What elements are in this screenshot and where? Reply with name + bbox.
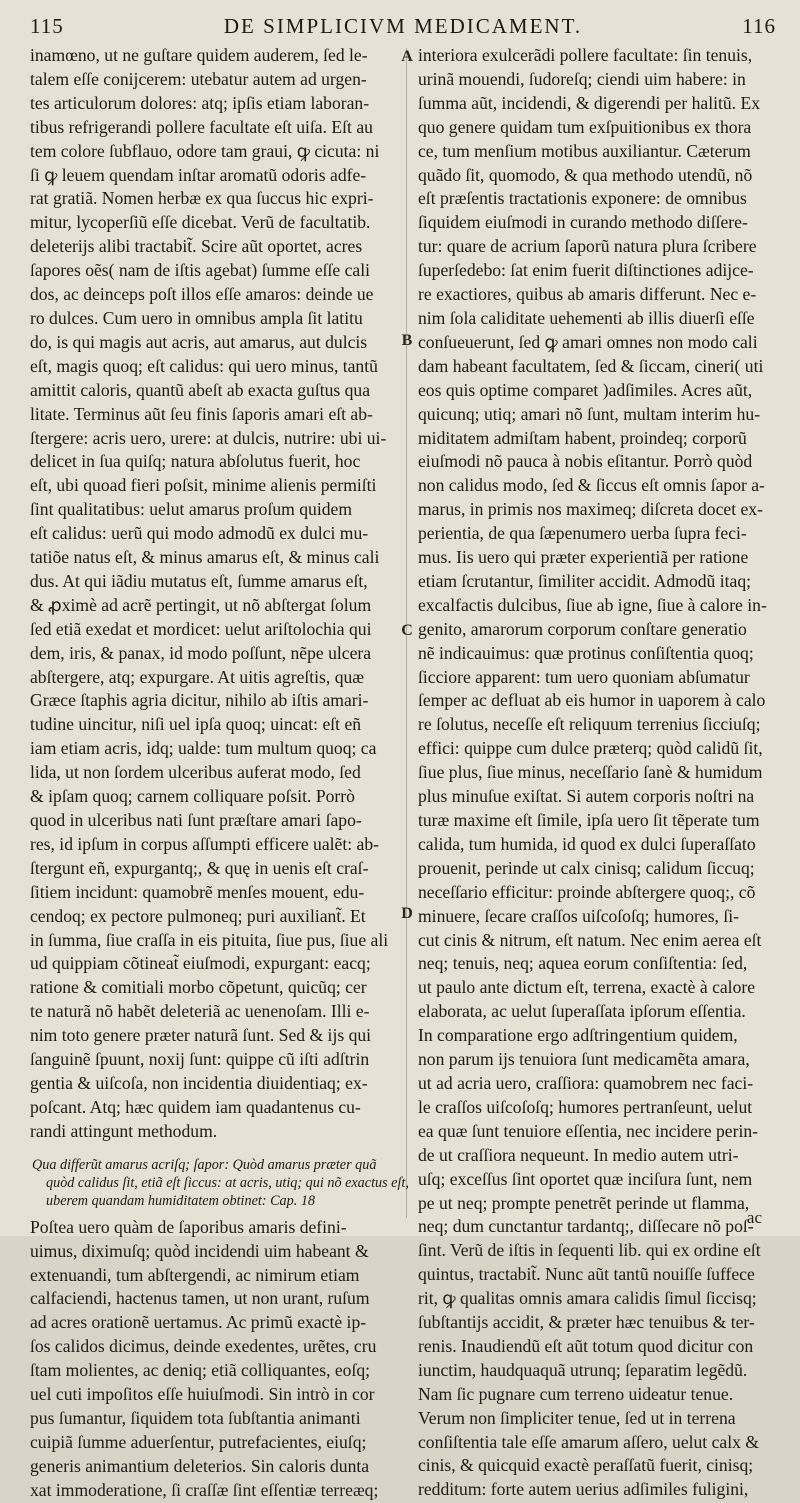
text-line: le craſſos uiſcoſoſq; humores pertranſeunt, uelut — [418, 1096, 753, 1117]
text-line: nẽ indicauimus: quæ protinus conſiſtentia quoq; — [418, 642, 754, 663]
text-line: ſiue plus, ſiue minus, neceſſario ſanè & humidum — [418, 762, 763, 783]
text-line: poſcant. Atq; hæc quidem iam quadantenus cu- — [30, 1096, 361, 1117]
left-text-part1 — [30, 44, 392, 1144]
running-title: DE SIMPLICIVM MEDICAMENT. — [223, 14, 583, 38]
text-line: ro dulces. Cum uero in omnibus ampla ſit latitu — [30, 307, 363, 328]
text-line: in ſumma, ſiue craſſa in eis pituita, ſiue pus, ſiue ali — [30, 929, 389, 950]
text-line: iam etiam acris, idq; ualde: tum multum quoq; ca — [30, 738, 377, 759]
text-line: delicet in ſua quiſq; natura abſolutus fuerit, hoc — [30, 451, 361, 472]
text-line: neceſſario efficitur: proinde abſtergere quoq;, cõ — [418, 881, 756, 902]
text-line: re exactiores, quibus ab amaris differunt. Nec e- — [418, 284, 757, 305]
text-line: renis. Inaudiendũ eſt aũt totum quod dicitur con — [418, 1335, 754, 1356]
margin-marker-b: B — [401, 332, 413, 349]
text-line: conſiſtentia tale eſſe amarum aſſero, uelut calx & — [418, 1431, 759, 1452]
text-line: quãdo ſit, quomodo, & qua methodo utendũ, nõ — [418, 164, 753, 185]
text-line: de ut craſſiora nequeunt. In medio autem utri- — [418, 1144, 739, 1165]
left-column — [30, 44, 409, 1500]
text-line: re ſolutus, neceſſe eſt reliquum terrenius ſicciuſq; — [418, 714, 761, 735]
heading-spacer — [30, 1144, 392, 1152]
text-line: eſt calidus: uerũ qui modo admodũ ex dulci mu- — [30, 523, 369, 544]
text-line: quintus, tractabit̃. Nunc aũt tantũ nouiſſe ſuffece — [418, 1264, 755, 1285]
text-line: ſitiem incidunt: quamobrẽ menſes mouent, edu- — [30, 881, 365, 902]
text-line: ut paulo ante dictum eſt, terrena, exactè à calore — [418, 977, 756, 998]
text-line: xat immoderatione, ſi craſſæ ſint eſſentiæ terreæq; — [30, 1479, 379, 1500]
text-line: ſint qualitatibus: uelut amarus proſum quidem — [30, 499, 353, 520]
text-line: ſapores oẽs( nam de iſtis agebat) ſumme eſſe cali — [30, 260, 371, 281]
text-line: ſi ꝙ leuem quendam inſtar aromatũ odoris adfe- — [30, 164, 367, 185]
text-line: ſubſtantijs accidit, & præter hæc tenuibus & ter- — [418, 1312, 755, 1333]
text-line: nim toto genere præter naturã ſunt. Sed & ijs qui — [30, 1025, 372, 1046]
text-line: prouenit, perinde ut calx cinisq; calidum ſiccuq; — [418, 857, 755, 878]
text-line: te naturã nõ habẽt deleteriã ac uenenoſam. Illi e- — [30, 1001, 370, 1022]
text-line: effici: quippe cum dulce præterq; quòd calidũ ſit, — [418, 738, 763, 759]
text-line: conſueuerunt, ſed ꝙ amari omnes non modo cali — [418, 331, 758, 352]
text-line: marus, in primis nos maximeq; diſcreta docet ex- — [418, 499, 763, 520]
text-line: excalfactis dulcibus, ſiue ab igne, ſiue à calore in- — [418, 594, 767, 615]
text-line: talem eſſe conijcerem: utebatur autem ad urgen- — [30, 68, 367, 89]
text-line: quicunq; utiq; amari nõ ſunt, multam interim hu- — [418, 403, 761, 424]
text-line: ſuperſedebo: ſat enim fuerit diſtinctiones adijce- — [418, 260, 754, 281]
text-line: ſtam molientes, ac deniq; etiã colliquantes, eoſq; — [30, 1360, 371, 1381]
text-line: tes articulorum dolores: atq; ipſis etiam laboran- — [30, 92, 370, 113]
text-line: ſtergunt eñ, expurgantq;, & quę in uenis eſt craſ- — [30, 857, 369, 878]
text-line: neq; dum cunctantur tardantq;, diſſecare nõ poſ- — [418, 1216, 754, 1237]
text-line: ce, tum menſium motibus auxiliantur. Cæterum — [418, 140, 751, 161]
text-line: deleterijs alibi tractabit̃. Scire aũt oportet, acres — [30, 236, 363, 257]
chapter-heading-line: uberem quandam humiditatem obtinet: Cap. 18 — [46, 1192, 316, 1209]
text-line: tatiõe natus eſt, & minus amarus eſt, & minus cali — [30, 547, 380, 568]
text-line: eiuſmodi nõ pauca à nobis eſitantur. Porrò quòd — [418, 451, 753, 472]
text-line: inamœno, ut ne guſtare quidem auderem, ſed le- — [30, 45, 368, 65]
text-line: mitur, lycoperſiũ eſſe dicebat. Verũ de facultatib. — [30, 212, 371, 233]
text-line: uſq; exceſſus ſint oportet quæ inciſura ſunt, nem — [418, 1168, 753, 1189]
text-line: extenuandi, tum abſtergendi, ac nimirum etiam — [30, 1264, 360, 1285]
margin-marker-d: D — [401, 905, 413, 922]
text-line: tudine uincitur, niſi uel ipſa quoq; uincat: eſt eñ — [30, 714, 362, 735]
left-text-part2 — [30, 1216, 392, 1503]
page-number-right: 116 — [742, 14, 776, 38]
right-column — [418, 44, 778, 1500]
text-line: non calidus modo, ſed & ſiccus eſt omnis ſapor a- — [418, 475, 765, 496]
text-line: litate. Terminus aũt ſeu finis ſaporis amari eſt ab- — [30, 403, 373, 424]
text-line: tem colore ſubflauo, odore tam graui, ꝙ cicuta: ni — [30, 140, 380, 161]
text-line: dos, ac deinceps poſt illos eſſe amaros: deinde ue — [30, 284, 374, 305]
text-line: ut ad acria uero, craſſiora: quamobrem nec faci- — [418, 1072, 754, 1093]
text-line: redditum: forte autem uerius adſimiles fuligini, — [418, 1479, 749, 1500]
margin-marker-c: C — [401, 622, 413, 639]
text-line: nim ſola caliditate uehementi ab illis diuerſi eſſe — [418, 307, 755, 328]
chapter-heading-line: quòd calidus ſit, etiã eſt ſiccus: at acris, utiq; qui nõ exactus eſt, — [46, 1174, 409, 1191]
margin-marker-a: A — [401, 48, 413, 65]
text-line: rit, ꝙ qualitas omnis amara calidis ſimul ſiccisq; — [418, 1288, 757, 1309]
text-line: urinã mouendi, ſudoreſq; ciendi uim habere: in — [418, 68, 746, 89]
text-line: eſt, magis quoq; eſt calidus: qui uero minus, tantũ — [30, 355, 378, 376]
text-line: calida, tum humida, id quod ex dulci ſuperaſſato — [418, 833, 756, 854]
text-line: neq; tenuis, neq; aquea eorum conſiſtentia: ſed, — [418, 953, 748, 974]
text-line: interiora exulcerãdi pollere facultate: ſin tenuis, — [418, 45, 753, 65]
text-line: calfaciendi, hactenus tamen, ut non urant, ruſum — [30, 1288, 370, 1309]
text-line: iunctim, haudquaquã utrunq; ſeparatim legẽdũ. — [418, 1359, 748, 1380]
text-line: ad acres orationẽ uertamus. Ac primũ exactè ip- — [30, 1312, 367, 1333]
text-line: ud quippiam cõtineat̃ eiuſmodi, expurgant: eacq; — [30, 953, 371, 974]
text-line: Nam ſic pugnare cum terreno uideatur tenue. — [418, 1383, 734, 1404]
text-line: plus minuſue exiſtat. Si autem corporis noſtri na — [418, 786, 755, 807]
text-line: perientia, de qua ſæpenumero uerba ſupra feci- — [418, 523, 747, 544]
text-line: Poſtea uero quàm de ſaporibus amaris defini- — [30, 1216, 347, 1237]
text-line: ſtergere: acris uero, urere: at dulcis, nutrire: ubi ui- — [30, 427, 387, 448]
text-line: miditatem admiſtam habent, proindeq; corporũ — [418, 427, 747, 448]
text-line: do, is qui magis aut acris, aut amarus, aut dulcis — [30, 331, 368, 352]
text-line: generis animantium deleterios. Sin caloris dunta — [30, 1455, 370, 1476]
text-line: mus. Iis uero qui præter experientiã per ratione — [418, 547, 749, 568]
text-line: minuere, ſecare craſſos uiſcoſoſq; humores, ſi- — [418, 905, 739, 926]
text-line: quo genere quidam tum exſpuitionibus ex thora — [418, 116, 752, 137]
text-line: eos quis optime comparet )adſimiles. Acres aũt, — [418, 379, 753, 400]
text-line: turæ maxime eſt ſimile, ipſa uero ſit tẽperate tum — [418, 810, 760, 830]
text-line: etiam ſcrutantur, ſimiliter accidit. Admodũ itaq; — [418, 570, 752, 591]
text-line: ſemper ac defluat ab eis humor in uaporem à calo — [418, 690, 766, 711]
text-line: dem, iris, & panax, id modo poſſunt, nẽpe ulcera — [30, 642, 372, 663]
text-line: genito, amarorum corporum conſtare generatio — [418, 618, 747, 639]
right-text — [418, 44, 778, 1502]
text-line: amittit caloris, quantũ abeſt ab exacta guſtus qua — [30, 379, 371, 400]
catchword: ac — [746, 1208, 762, 1227]
text-line: quod in ulceribus nati ſunt præſtare amari ſapo- — [30, 810, 362, 830]
text-line: ſint. Verũ de iſtis in ſequenti lib. qui ex ordine eſt — [418, 1240, 761, 1261]
text-line: pe ut neq; prompte penetrẽt perinde ut flamma, — [418, 1192, 750, 1213]
text-line: lida, ut non ſordem ulceribus auferat modo, ſed — [30, 762, 361, 783]
text-line: eſt præſentis tractationis exponere: de omnibus — [418, 188, 747, 209]
text-line: cuipiã ſumme aduerſentur, putrefacientes, eiuſq; — [30, 1431, 367, 1452]
text-line: Græce ſtaphis agria dicitur, nihilo ab iſtis amari- — [30, 690, 369, 711]
text-line: dam habeant facultatem, ſed & ſiccam, cineri( uti — [418, 355, 764, 376]
text-line: ſed etiã exedat et mordicet: uelut ariſtolochia qui — [30, 618, 372, 639]
text-line: eſt, ubi quoad fieri poſsit, minime alienis permiſti — [30, 475, 377, 496]
text-line: & ꝓximè ad acrẽ pertingit, ut nõ abſtergat ſolum — [30, 594, 372, 615]
chapter-heading-line: Qua differũt amarus acriſq; ſapor: Quòd amarus præter quã — [32, 1156, 377, 1173]
text-line: gentia & uiſcoſa, non incidentia diuidentiaq; ex- — [30, 1072, 368, 1093]
text-line: rat gratiã. Nomen herbæ ex qua ſuccus hic expri- — [30, 188, 374, 209]
text-line: tur: quare de acrium ſaporũ natura plura ſcribere — [418, 236, 757, 257]
text-line: dus. At qui iãdiu mutatus eſt, ſumme amarus eſt, — [30, 570, 368, 591]
text-line: uel cuti impoſitos eſſe huiuſmodi. Sin intrò in cor — [30, 1384, 375, 1405]
text-line: non parum ijs tenuiora ſunt medicamẽta amara, — [418, 1049, 750, 1070]
text-line: ſiquidem eiuſmodi in curando methodo diſſere- — [418, 212, 748, 233]
text-line: ſumma aũt, incidendi, & digerendi per halitũ. Ex — [418, 92, 761, 113]
text-line: ſanguinẽ ſpuunt, noxij ſunt: quippe cũ iſti adſtrin — [30, 1049, 370, 1070]
text-line: res, id ipſum in corpus aſſumpti efficere ualẽt: ab- — [30, 833, 379, 854]
text-line: randi attingunt methodum. — [30, 1120, 218, 1141]
text-line: cut cinis & nitrum, eſt natum. Nec enim aerea eſt — [418, 929, 762, 950]
text-line: ſicciore apparent: tum uero quoniam abſumatur — [418, 666, 750, 687]
text-line: pus ſumantur, ſiquidem tota ſubſtantia animanti — [30, 1407, 361, 1428]
text-line: ſos calidos dicimus, deinde exedentes, urẽtes, cru — [30, 1336, 377, 1357]
text-line: ea quæ ſunt tenuiore eſſentia, nec incidere perin- — [418, 1120, 759, 1141]
text-line: uimus, diximuſq; quòd incidendi uim habeant & — [30, 1240, 369, 1261]
page-number-left: 115 — [30, 14, 64, 38]
text-line: cinis, & quicquid exactè peraſſatũ fuerit, cinisq; — [418, 1455, 754, 1476]
text-line: In comparatione ergo adſtringentium quidem, — [418, 1025, 738, 1046]
chapter-heading — [30, 1156, 409, 1210]
text-line: elaborata, ac uelut ſuperaſſata ipſorum eſſentia. — [418, 1001, 746, 1022]
running-header — [30, 14, 776, 40]
text-line: Verum non ſimpliciter tenue, ſed ut in terrena — [418, 1407, 736, 1428]
text-line: cendoq; ex pectore pulmoneq; puri auxiliant̃. Et — [30, 905, 366, 926]
text-line: tibus refrigerandi pollere facultate eſt uiſa. Eſt au — [30, 116, 373, 137]
text-line: & ipſam quoq; carnem colliquare poſsit. Porrò — [30, 786, 355, 807]
text-line: ratione & comitiali morbo cõpetunt, quicũq; cer — [30, 977, 367, 998]
text-line: abſtergere, atq; expurgare. At uitis agreſtis, quæ — [30, 666, 365, 687]
